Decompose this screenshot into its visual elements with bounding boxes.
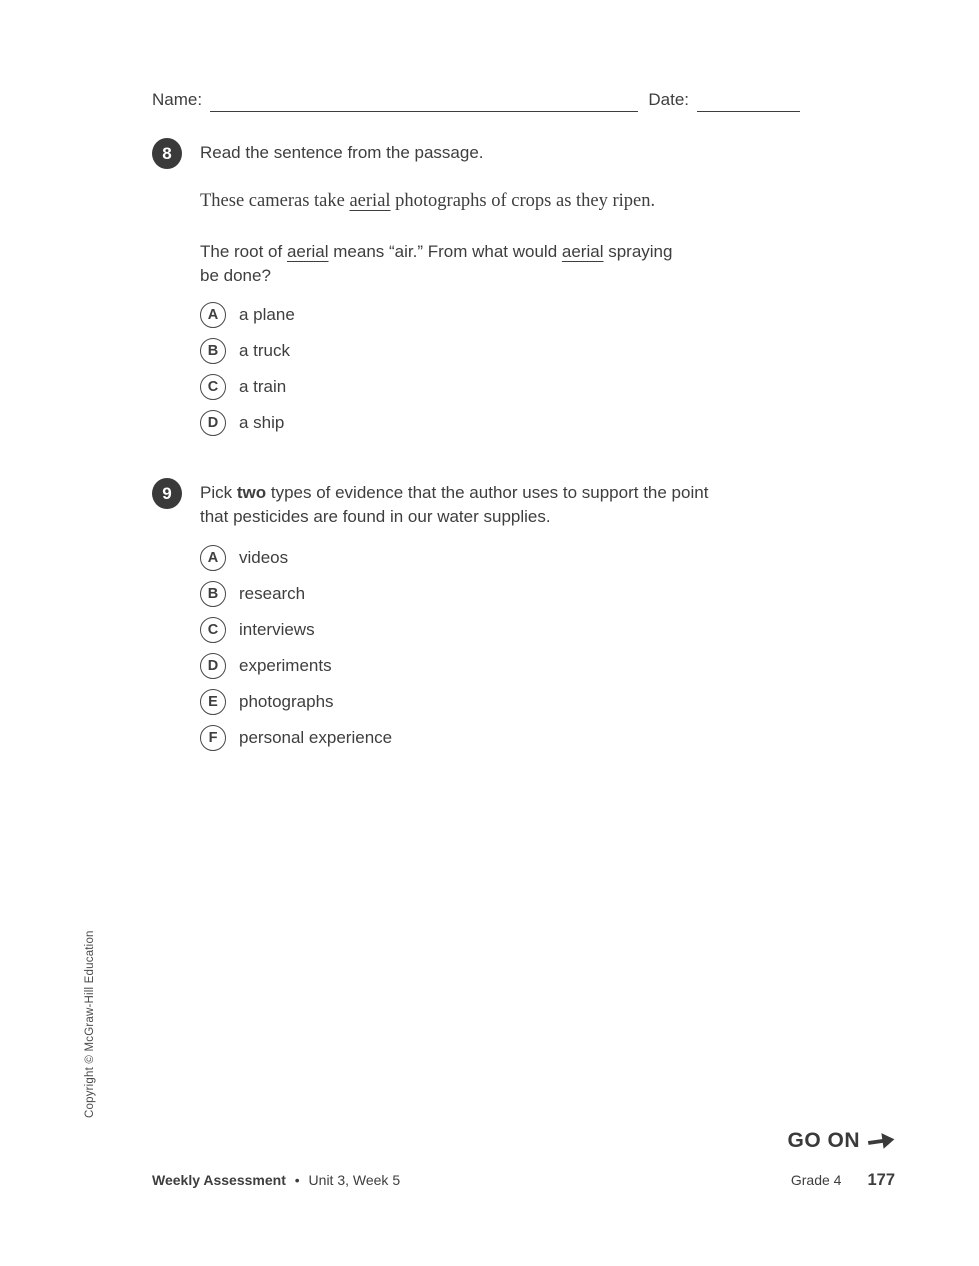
question-8-choice-b[interactable] — [200, 333, 832, 369]
question-9-choice-a-bubble[interactable]: A — [200, 545, 226, 571]
question-8-number-badge — [152, 138, 182, 169]
question-8-passage-excerpt: These cameras take aerial photographs of crops as they ripen. — [200, 191, 656, 211]
question-8-choice-d-text: a ship — [239, 413, 285, 432]
question-9-choice-b-bubble[interactable]: B — [200, 581, 226, 607]
question-9-choice-d-text: experiments — [239, 656, 332, 675]
question-9-choice-c-bubble[interactable]: C — [200, 617, 226, 643]
footer-page-number: 177 — [867, 1171, 895, 1189]
question-9-choice-c-text: interviews — [239, 620, 315, 639]
question-8 — [152, 138, 832, 441]
question-9-choice-a-text: videos — [239, 548, 289, 567]
date-field-line[interactable] — [697, 88, 800, 112]
question-9-text-line-2: that pesticides are found in our water supplies. — [200, 507, 551, 526]
footer-separator: • — [294, 1172, 300, 1188]
question-9-number: 9 — [162, 483, 172, 503]
footer-book-title: Weekly Assessment — [152, 1172, 286, 1188]
footer-unit-label: Unit 3, Week 5 — [308, 1172, 401, 1188]
question-8-choice-d-bubble[interactable]: D — [200, 410, 226, 436]
question-8-choice-c-text: a train — [239, 377, 287, 396]
question-9-choice-a[interactable] — [200, 540, 832, 576]
question-9-choices — [200, 540, 832, 756]
question-9-choice-f[interactable] — [200, 720, 832, 756]
go-on-label: GO ON — [787, 1129, 860, 1152]
question-8-choice-c[interactable] — [200, 369, 832, 405]
question-9-choice-e-text: photographs — [239, 692, 334, 711]
go-on-indicator — [787, 1129, 895, 1153]
footer-assessment-info — [152, 1172, 400, 1188]
page-footer — [152, 1171, 895, 1190]
question-8-choice-b-bubble[interactable]: B — [200, 338, 226, 364]
go-on-arrow-icon — [867, 1130, 896, 1152]
question-9-text-line-1: Pick two types of evidence that the author uses to support the point — [200, 483, 709, 502]
question-8-choice-b-text: a truck — [239, 341, 291, 360]
name-date-header — [152, 88, 800, 112]
question-8-text-line-2: be done? — [200, 266, 271, 285]
question-8-choice-a[interactable] — [200, 297, 832, 333]
footer-grade-label: Grade 4 — [790, 1172, 842, 1188]
question-8-choice-d[interactable] — [200, 405, 832, 441]
question-9-choice-d-bubble[interactable]: D — [200, 653, 226, 679]
question-9-choice-f-bubble[interactable]: F — [200, 725, 226, 751]
copyright-notice: Copyright © McGraw-Hill Education — [84, 930, 96, 1118]
question-9-choice-b-text: research — [239, 584, 306, 603]
question-8-choices — [200, 297, 832, 441]
date-label: Date: — [648, 90, 689, 109]
question-9-number-badge — [152, 478, 182, 509]
question-9-choice-d[interactable] — [200, 648, 832, 684]
question-8-number: 8 — [162, 143, 172, 163]
question-8-prompt: Read the sentence from the passage. — [200, 143, 484, 162]
question-8-choice-a-bubble[interactable]: A — [200, 302, 226, 328]
name-field-line[interactable] — [210, 88, 638, 112]
question-9-choice-f-text: personal experience — [239, 728, 393, 747]
question-8-text-line-1: The root of aerial means “air.” From what would aerial spraying — [200, 242, 673, 261]
question-9-choice-e[interactable] — [200, 684, 832, 720]
question-8-choice-a-text: a plane — [239, 305, 295, 324]
question-9-choice-b[interactable] — [200, 576, 832, 612]
question-9 — [152, 478, 832, 756]
question-9-choice-c[interactable] — [200, 612, 832, 648]
name-label: Name: — [152, 90, 203, 109]
question-9-choice-e-bubble[interactable]: E — [200, 689, 226, 715]
question-8-choice-c-bubble[interactable]: C — [200, 374, 226, 400]
